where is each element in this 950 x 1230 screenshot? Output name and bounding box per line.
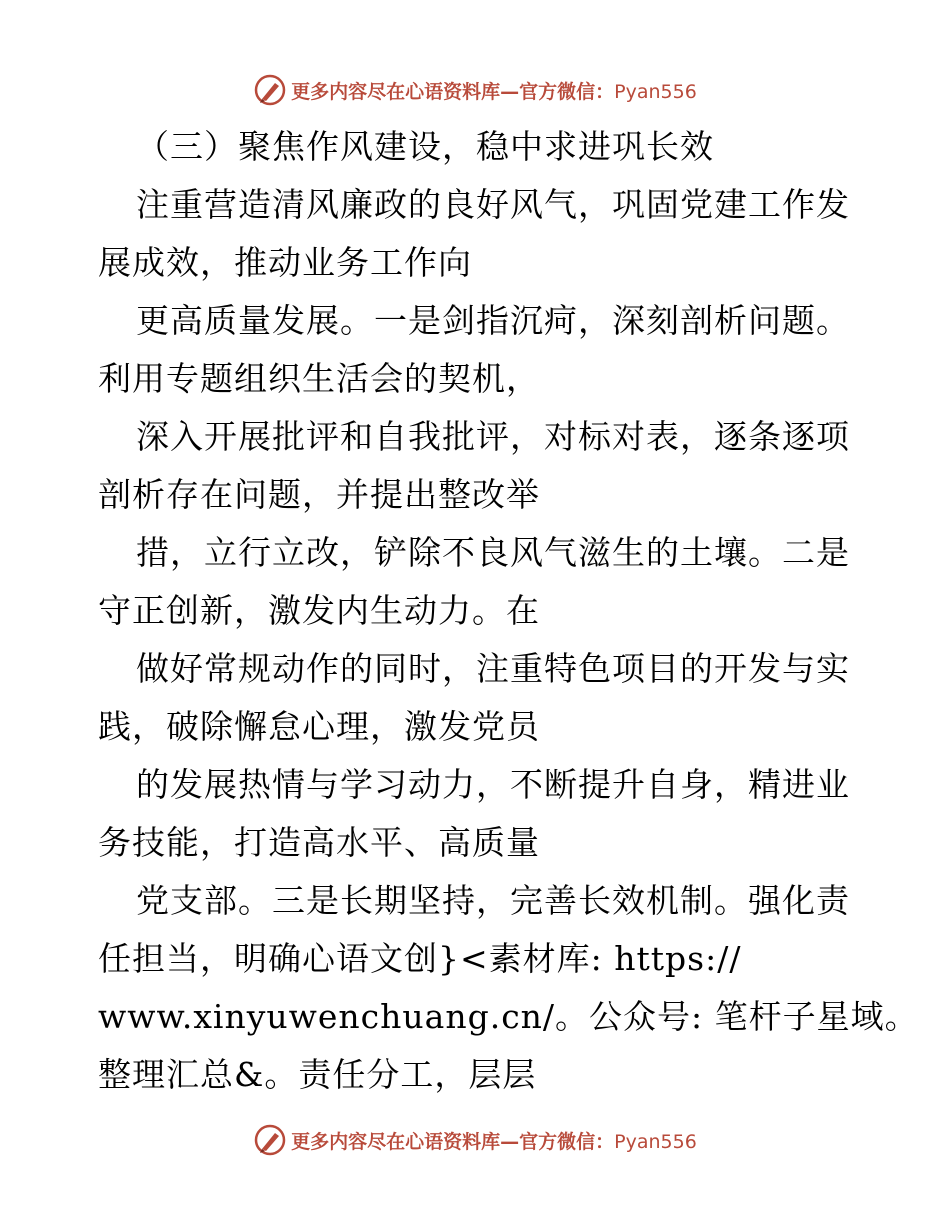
text-line: 务技能，打造高水平、高质量 xyxy=(98,823,540,862)
text-line: 措，立行立改，铲除不良风气滋生的土壤。二是 xyxy=(136,533,850,572)
text-line: 党支部。三是长期坚持，完善长效机制。强化责 xyxy=(136,881,850,920)
watermark-text xyxy=(291,77,697,104)
text-line: 深入开展批评和自我批评，对标对表，逐条逐项 xyxy=(136,417,850,456)
text-line: 践，破除懈怠心理，激发党员 xyxy=(98,707,540,746)
header-watermark xyxy=(0,70,950,110)
text-line: 整理汇总&。责任分工，层层 xyxy=(98,1055,537,1094)
text-line: 注重营造清风廉政的良好风气，巩固党建工作发 xyxy=(136,185,850,224)
watermark-account: Pyan556 xyxy=(614,1130,697,1153)
text-line: www.xinyuwenchuang.cn/。公众号: 笔杆子星域。 xyxy=(98,997,919,1036)
text-line: 守正创新，激发内生动力。在 xyxy=(98,591,540,630)
watermark-label: 更多内容尽在心语资料库—官方微信： xyxy=(291,1130,615,1153)
watermark-text xyxy=(291,1127,697,1154)
text-line: 剖析存在问题，并提出整改举 xyxy=(98,475,540,514)
text-line: 的发展热情与学习动力，不断提升自身，精进业 xyxy=(136,765,850,804)
text-line: （三）聚焦作风建设，稳中求进巩长效 xyxy=(136,127,714,166)
text-line: 做好常规动作的同时，注重特色项目的开发与实 xyxy=(136,649,850,688)
pen-logo-icon xyxy=(253,1123,287,1157)
footer-watermark xyxy=(0,1120,950,1160)
text-line: 展成效，推动业务工作向 xyxy=(98,243,472,282)
text-line: 任担当，明确心语文创}<素材库: https:// xyxy=(98,939,742,978)
document-body xyxy=(98,118,919,1104)
pen-logo-icon xyxy=(253,73,287,107)
watermark-account: Pyan556 xyxy=(614,80,697,103)
watermark-label: 更多内容尽在心语资料库—官方微信： xyxy=(291,80,615,103)
text-line: 更高质量发展。一是剑指沉疴，深刻剖析问题。 xyxy=(136,301,850,340)
text-line: 利用专题组织生活会的契机， xyxy=(98,359,540,398)
